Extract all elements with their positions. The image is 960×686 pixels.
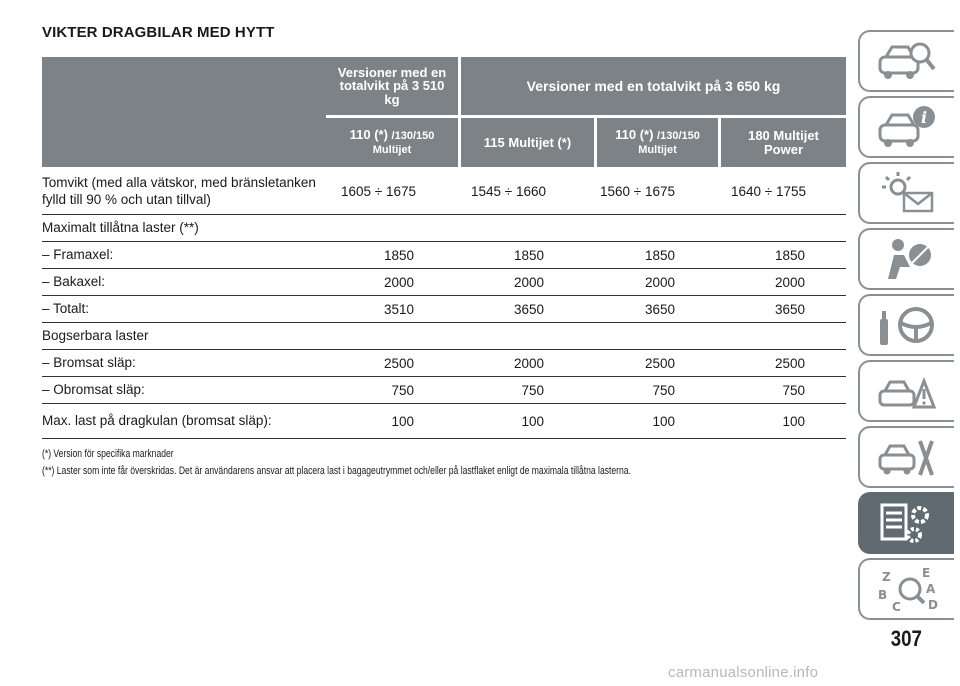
row-value: 1850: [383, 247, 414, 263]
header-col3-main: 110 (*): [615, 127, 654, 143]
page-number: 307: [890, 626, 922, 651]
row-value: 2500: [644, 355, 675, 371]
row-value: 1560 ÷ 1675: [600, 184, 675, 199]
row-label: – Obromsat släp:: [42, 381, 145, 397]
footnotes: [42, 446, 845, 479]
row-label: Maximalt tillåtna laster (**): [42, 219, 199, 235]
header-col-115: [458, 115, 594, 167]
row-label: Bogserbara laster: [42, 327, 149, 343]
row-value: 1850: [513, 247, 544, 263]
row-value: 2500: [774, 355, 805, 371]
row-value: 750: [652, 382, 675, 398]
svg-text:C: C: [892, 600, 901, 613]
svg-text:i: i: [920, 108, 928, 127]
row-value: 2500: [383, 355, 414, 371]
specs-gear-icon: [874, 499, 940, 547]
row-value: 1850: [774, 247, 805, 263]
car-crash-icon: [874, 367, 940, 415]
header-blank-cell: [42, 57, 326, 167]
header-group-3510: [326, 57, 458, 115]
tab-steering-wheel[interactable]: [858, 294, 954, 356]
row-value: 3650: [513, 301, 544, 317]
row-label: – Bakaxel:: [42, 273, 106, 289]
table-row: [42, 269, 846, 296]
header-col-110-3650: [594, 115, 718, 167]
alphabet-index-icon: [874, 565, 940, 613]
tab-car-info[interactable]: [858, 96, 954, 158]
row-value: 1640 ÷ 1755: [731, 184, 806, 199]
row-value: 2000: [513, 274, 544, 290]
tab-airbag-person[interactable]: [858, 228, 954, 290]
row-value: 2000: [774, 274, 805, 290]
row-label: – Totalt:: [42, 300, 90, 316]
row-value: 100: [391, 413, 414, 429]
tab-warning-lights[interactable]: [858, 162, 954, 224]
table-row: [42, 296, 846, 323]
header-col2-text: 115 Multijet (*): [483, 134, 572, 150]
svg-text:D: D: [928, 598, 938, 612]
table-row: [42, 350, 846, 377]
row-value: 1545 ÷ 1660: [471, 184, 546, 199]
footnote: (**) Laster som inte får överskridas. Det är användarens ansvar att placera last i bagageutrymmet och/eller på lastflaket enligt de maximala tillåtna lasterna.: [42, 464, 631, 477]
row-value: 2000: [644, 274, 675, 290]
table-row: [42, 323, 846, 350]
car-search-icon: [874, 37, 940, 85]
svg-text:B: B: [878, 588, 888, 602]
svg-text:Z: Z: [882, 570, 891, 584]
row-value: 3650: [644, 301, 675, 317]
page-title: VIKTER DRAGBILAR MED HYTT: [42, 24, 275, 41]
header-col3-small: /130/150: [657, 130, 700, 143]
tab-alphabet-index[interactable]: [858, 558, 954, 620]
row-value: 1850: [644, 247, 675, 263]
header-col1-sub: Multijet: [372, 144, 412, 156]
row-label: Max. last på dragkulan (bromsat släp):: [42, 412, 272, 428]
row-value: 750: [782, 382, 805, 398]
car-info-icon: [874, 103, 940, 151]
row-value: 100: [652, 413, 675, 429]
row-value: 3650: [774, 301, 805, 317]
watermark: carmanualsonline.info: [668, 664, 819, 681]
row-value: 1605 ÷ 1675: [341, 184, 416, 199]
footnote: (*) Version för specifika marknader: [42, 448, 174, 460]
header-group-3650-text: Versioner med en totalvikt på 3 650 kg: [526, 77, 781, 94]
header-col3-sub: Multijet: [638, 144, 677, 156]
table-row: [42, 169, 846, 215]
header-group-3650: [458, 57, 846, 115]
row-label: – Bromsat släp:: [42, 354, 136, 370]
header-col4-text: 180 Multijet Power: [748, 127, 819, 157]
row-value: 3510: [383, 301, 414, 317]
table-row: [42, 215, 846, 242]
row-value: 750: [521, 382, 544, 398]
table-row: [42, 377, 846, 404]
steering-wheel-icon: [874, 301, 940, 349]
row-value: 100: [782, 413, 805, 429]
airbag-person-icon: [874, 235, 940, 283]
row-value: 100: [521, 413, 544, 429]
header-col1-small: /130/150: [391, 130, 435, 143]
row-label: Tomvikt (med alla vätskor, med bränsletanken fylld till 90 % och utan tillval): [42, 175, 316, 207]
svg-text:E: E: [922, 566, 931, 580]
row-value: 2000: [513, 355, 544, 371]
header-col-110-3510: [326, 115, 458, 167]
row-value: 2000: [383, 274, 414, 290]
table-row: [42, 404, 846, 439]
header-col-180: [718, 115, 846, 167]
table-row: [42, 242, 846, 269]
row-label: – Framaxel:: [42, 246, 114, 262]
tab-specs-gear[interactable]: [858, 492, 954, 554]
header-col1-main: 110 (*): [349, 127, 388, 143]
header-group-3510-text: Versioner med en totalvikt på 3 510 kg: [337, 64, 447, 107]
car-tools-icon: [874, 433, 940, 481]
svg-text:A: A: [926, 582, 936, 596]
tab-car-search[interactable]: [858, 30, 954, 92]
row-value: 750: [391, 382, 414, 398]
warning-lights-icon: [874, 169, 940, 217]
tab-car-crash[interactable]: [858, 360, 954, 422]
tab-car-tools[interactable]: [858, 426, 954, 488]
